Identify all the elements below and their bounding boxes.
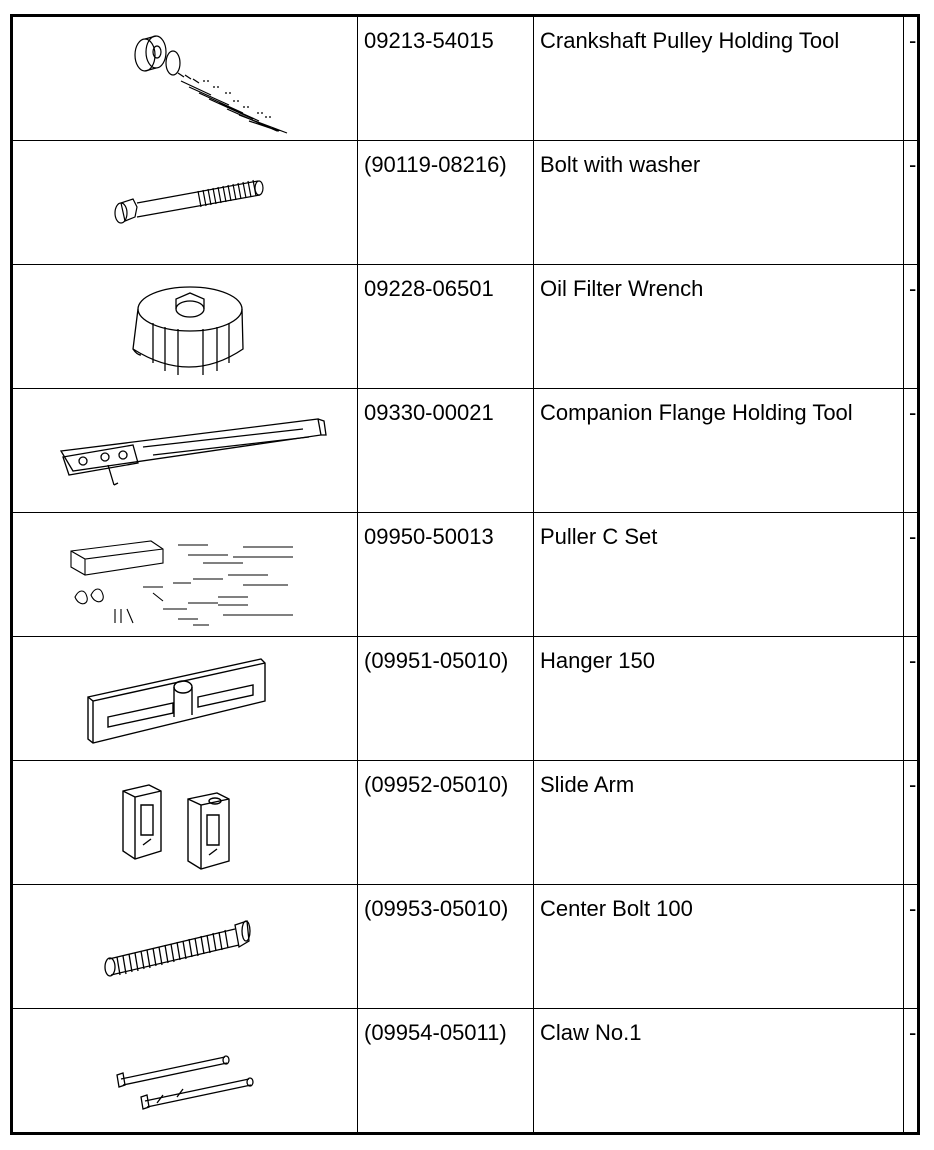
crankshaft-pulley-holding-tool-icon xyxy=(13,17,358,141)
note: - xyxy=(909,28,917,53)
tool-illustration-cell xyxy=(13,885,358,1008)
slide-arm-icon xyxy=(13,761,358,885)
note: - xyxy=(909,648,917,673)
table-row xyxy=(13,1009,917,1132)
tool-name: Claw No.1 xyxy=(534,1009,904,1132)
note: - xyxy=(909,772,917,797)
table-row xyxy=(13,265,917,389)
tool-illustration-cell xyxy=(13,141,358,264)
tool-name: Hanger 150 xyxy=(534,637,904,760)
hanger-icon xyxy=(13,637,358,761)
part-number: 09213-54015 xyxy=(358,17,534,140)
table-row xyxy=(13,885,917,1009)
part-number: 09228-06501 xyxy=(358,265,534,388)
note: - xyxy=(909,524,917,549)
part-number: (09951-05010) xyxy=(358,637,534,760)
center-bolt-icon xyxy=(13,885,358,1009)
tool-illustration-cell xyxy=(13,513,358,636)
note: - xyxy=(909,896,917,921)
bolt-with-washer-icon xyxy=(13,141,358,265)
part-number: (09953-05010) xyxy=(358,885,534,1008)
tool-name: Slide Arm xyxy=(534,761,904,884)
companion-flange-holding-tool-icon xyxy=(13,389,358,513)
table-row xyxy=(13,513,917,637)
note: - xyxy=(909,152,917,177)
tool-name: Companion Flange Holding Tool xyxy=(534,389,904,512)
puller-c-set-icon xyxy=(13,513,358,637)
table-row xyxy=(13,637,917,761)
oil-filter-wrench-icon xyxy=(13,265,358,389)
table-row xyxy=(13,389,917,513)
part-number: 09330-00021 xyxy=(358,389,534,512)
tool-name: Bolt with washer xyxy=(534,141,904,264)
part-number: (09952-05010) xyxy=(358,761,534,884)
table-row xyxy=(13,761,917,885)
tool-illustration-cell xyxy=(13,265,358,388)
tool-illustration-cell xyxy=(13,1009,358,1132)
table-row xyxy=(13,17,917,141)
tool-name: Puller C Set xyxy=(534,513,904,636)
tool-illustration-cell xyxy=(13,761,358,884)
part-number: (09954-05011) xyxy=(358,1009,534,1132)
tool-illustration-cell xyxy=(13,17,358,140)
note: - xyxy=(909,400,917,425)
claw-icon xyxy=(13,1009,358,1133)
tool-illustration-cell xyxy=(13,637,358,760)
tool-name: Crankshaft Pulley Holding Tool xyxy=(534,17,904,140)
note: - xyxy=(909,276,917,301)
table-row xyxy=(13,141,917,265)
special-tools-table xyxy=(10,14,920,1135)
tool-illustration-cell xyxy=(13,389,358,512)
part-number: (90119-08216) xyxy=(358,141,534,264)
part-number: 09950-50013 xyxy=(358,513,534,636)
note: - xyxy=(909,1020,917,1045)
tool-name: Center Bolt 100 xyxy=(534,885,904,1008)
tool-name: Oil Filter Wrench xyxy=(534,265,904,388)
